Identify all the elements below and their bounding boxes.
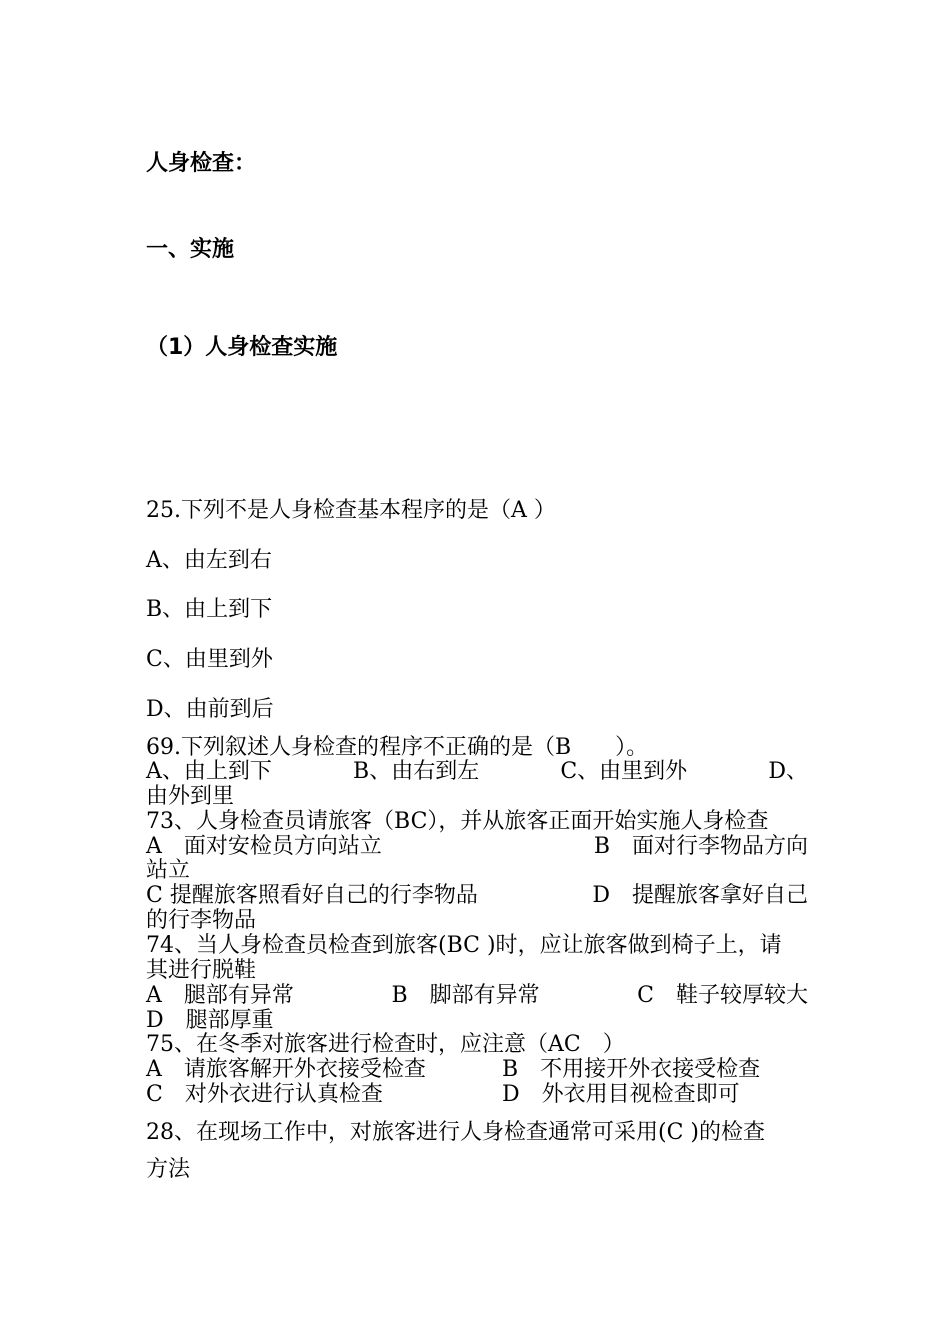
- q74-stem-continued: 其进行脱鞋: [146, 958, 257, 983]
- q69-options-row: [146, 759, 808, 785]
- heading-body-inspection-implementation: （1）人身检查实施: [146, 335, 338, 360]
- q69-stem: 69.下列叙述人身检查的程序不正确的是（B ）。: [146, 735, 649, 760]
- q75-option-c: C 对外衣进行认真检查: [146, 1082, 383, 1107]
- q73-option-b: B 面对行李物品方向: [593, 834, 808, 859]
- q73-option-a: A 面对安检员方向站立: [146, 834, 382, 859]
- q25-option-b: B、由上到下: [146, 597, 273, 622]
- q75-options-row-1: [146, 1057, 808, 1083]
- q74-option-c: C 鞋子较厚较大: [637, 983, 808, 1008]
- q69-option-d: D、: [768, 759, 808, 784]
- q73-option-d-continued: 的行李物品: [146, 908, 257, 933]
- q75-option-b: B 不用接开外衣接受检查: [502, 1057, 761, 1082]
- q73-option-d: D 提醒旅客拿好自己: [592, 883, 808, 908]
- q74-option-d: D 腿部厚重: [146, 1008, 274, 1033]
- q75-stem: 75、在冬季对旅客进行检查时，应注意（AC ）: [146, 1032, 625, 1057]
- q75-option-a: A 请旅客解开外衣接受检查: [146, 1057, 426, 1082]
- q25-stem: 25.下列不是人身检查基本程序的是（A ）: [146, 498, 556, 523]
- q69-option-b: B、由右到左: [353, 759, 480, 784]
- q74-stem: 74、当人身检查员检查到旅客(BC )时，应让旅客做到椅子上，请: [146, 933, 782, 958]
- q73-options-row-1: [146, 834, 808, 860]
- q25-option-d: D、由前到后: [146, 697, 274, 722]
- q74-option-a: A 腿部有异常: [146, 983, 294, 1008]
- q69-option-c: C、由里到外: [560, 759, 688, 784]
- q73-option-c: C 提醒旅客照看好自己的行李物品: [146, 883, 478, 908]
- q73-option-b-continued: 站立: [146, 858, 191, 883]
- q69-option-d-continued: 由外到里: [146, 784, 235, 809]
- q73-options-row-2: [146, 883, 808, 909]
- q75-options-row-2: [146, 1082, 808, 1108]
- heading-implementation: 一、实施: [146, 237, 235, 262]
- q28-stem: 28、在现场工作中，对旅客进行人身检查通常可采用(C )的检查: [146, 1120, 765, 1145]
- q74-option-b: B 脚部有异常: [391, 983, 540, 1008]
- heading-body-inspection: 人身检查：: [146, 151, 257, 176]
- q28-stem-continued: 方法: [146, 1157, 191, 1182]
- q25-option-a: A、由左到右: [146, 548, 272, 573]
- q69-option-a: A、由上到下: [146, 759, 272, 784]
- q73-stem: 73、人身检查员请旅客（BC），并从旅客正面开始实施人身检查: [146, 809, 769, 834]
- q75-option-d: D 外衣用目视检查即可: [502, 1082, 740, 1107]
- q25-option-c: C、由里到外: [146, 647, 273, 672]
- q74-options-row: [146, 983, 808, 1009]
